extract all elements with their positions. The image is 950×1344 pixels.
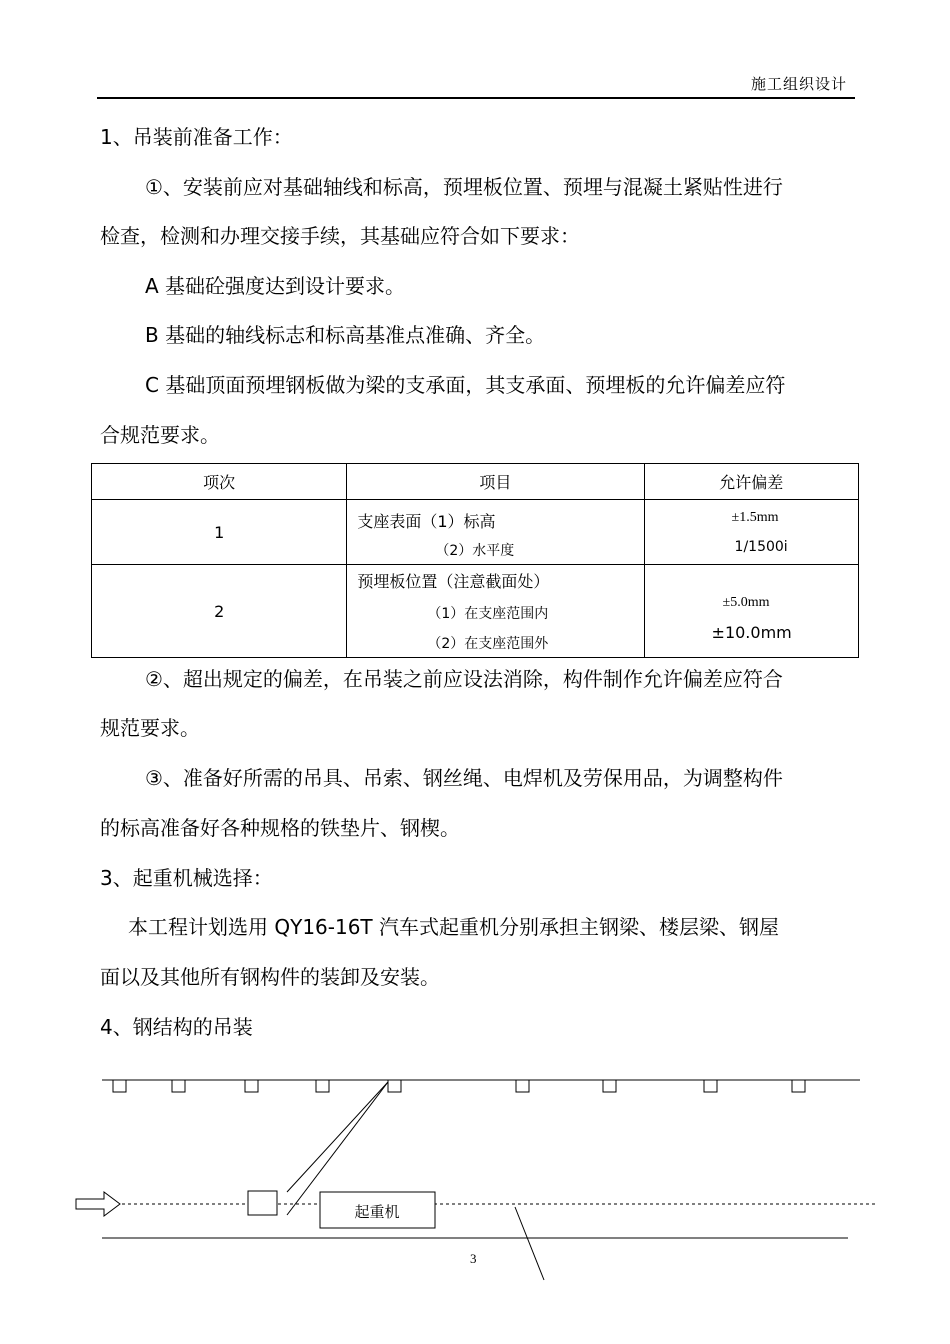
item-2-line-2: 规范要求。 [100, 716, 200, 740]
column-marker [172, 1080, 185, 1092]
header-cell-number: 项次 [92, 464, 347, 500]
section-1-heading: 1、吊装前准备工作： [100, 125, 293, 149]
boom-line [287, 1082, 388, 1192]
item-1-line-2: 检查，检测和办理交接手续，其基础应符合如下要求： [100, 224, 580, 248]
tolerance-value-2: 1/1500i [734, 539, 788, 555]
section-3-body-line-1: 本工程计划选用 QY16-16T 汽车式起重机分别承担主钢梁、楼层梁、钢屋 [128, 915, 780, 939]
table-row [92, 565, 859, 658]
table-header-row [92, 464, 859, 500]
header-rule [97, 97, 855, 99]
item-3-line-1: ③、准备好所需的吊具、吊索、钢丝绳、电焊机及劳保用品，为调整构件 [145, 766, 783, 790]
row-item [347, 500, 644, 565]
item-sub: （2）在支座范围外 [427, 636, 549, 652]
tolerance-table [91, 463, 859, 658]
table-row [92, 500, 859, 565]
tolerance-value-1: ±1.5mm [731, 510, 779, 525]
item-main: 支座表面（1）标高 [357, 512, 496, 531]
row-number: 1 [92, 500, 347, 565]
requirement-c-line-1: C 基础顶面预埋钢板做为梁的支承面，其支承面、预埋板的允许偏差应符 [145, 373, 786, 397]
requirement-a: A 基础砼强度达到设计要求。 [145, 274, 406, 298]
row-tolerance [644, 565, 858, 658]
row-item [347, 565, 644, 658]
column-marker [704, 1080, 717, 1092]
requirement-c-line-2: 合规范要求。 [100, 423, 220, 447]
column-marker [245, 1080, 258, 1092]
item-sub: （1）在支座范围内 [427, 606, 549, 622]
tolerance-value-2: ±10.0mm [711, 623, 792, 642]
crane-label: 起重机 [354, 1205, 400, 1221]
section-3-body-line-2: 面以及其他所有钢构件的装卸及安装。 [100, 965, 440, 989]
tolerance-value-1: ±5.0mm [722, 595, 770, 610]
header-cell-item: 项目 [347, 464, 644, 500]
column-marker [316, 1080, 329, 1092]
item-3-line-2: 的标高准备好各种规格的铁垫片、钢楔。 [100, 816, 460, 840]
item-2-line-1: ②、超出规定的偏差，在吊装之前应设法消除，构件制作允许偏差应符合 [145, 667, 783, 691]
component-block [248, 1191, 277, 1215]
item-sub: （2）水平度 [435, 543, 515, 559]
page-number: 3 [470, 1251, 477, 1266]
column-marker [603, 1080, 616, 1092]
requirement-b: B 基础的轴线标志和标高基准点准确、齐全。 [145, 323, 546, 347]
column-marker [792, 1080, 805, 1092]
header-title: 施工组织设计 [750, 75, 847, 93]
column-marker [113, 1080, 126, 1092]
direction-arrow-icon [76, 1192, 120, 1216]
column-markers [113, 1080, 805, 1092]
item-main: 预埋板位置（注意截面处） [357, 572, 550, 591]
reference-line [515, 1207, 544, 1280]
column-marker [516, 1080, 529, 1092]
section-4-heading: 4、钢结构的吊装 [100, 1015, 253, 1039]
column-marker [388, 1080, 401, 1092]
item-1-line-1: ①、安装前应对基础轴线和标高，预埋板位置、预埋与混凝土紧贴性进行 [145, 175, 783, 199]
row-tolerance [644, 500, 858, 565]
row-number: 2 [92, 565, 347, 658]
header-cell-tolerance: 允许偏差 [644, 464, 858, 500]
section-3-heading: 3、起重机械选择： [100, 866, 273, 890]
